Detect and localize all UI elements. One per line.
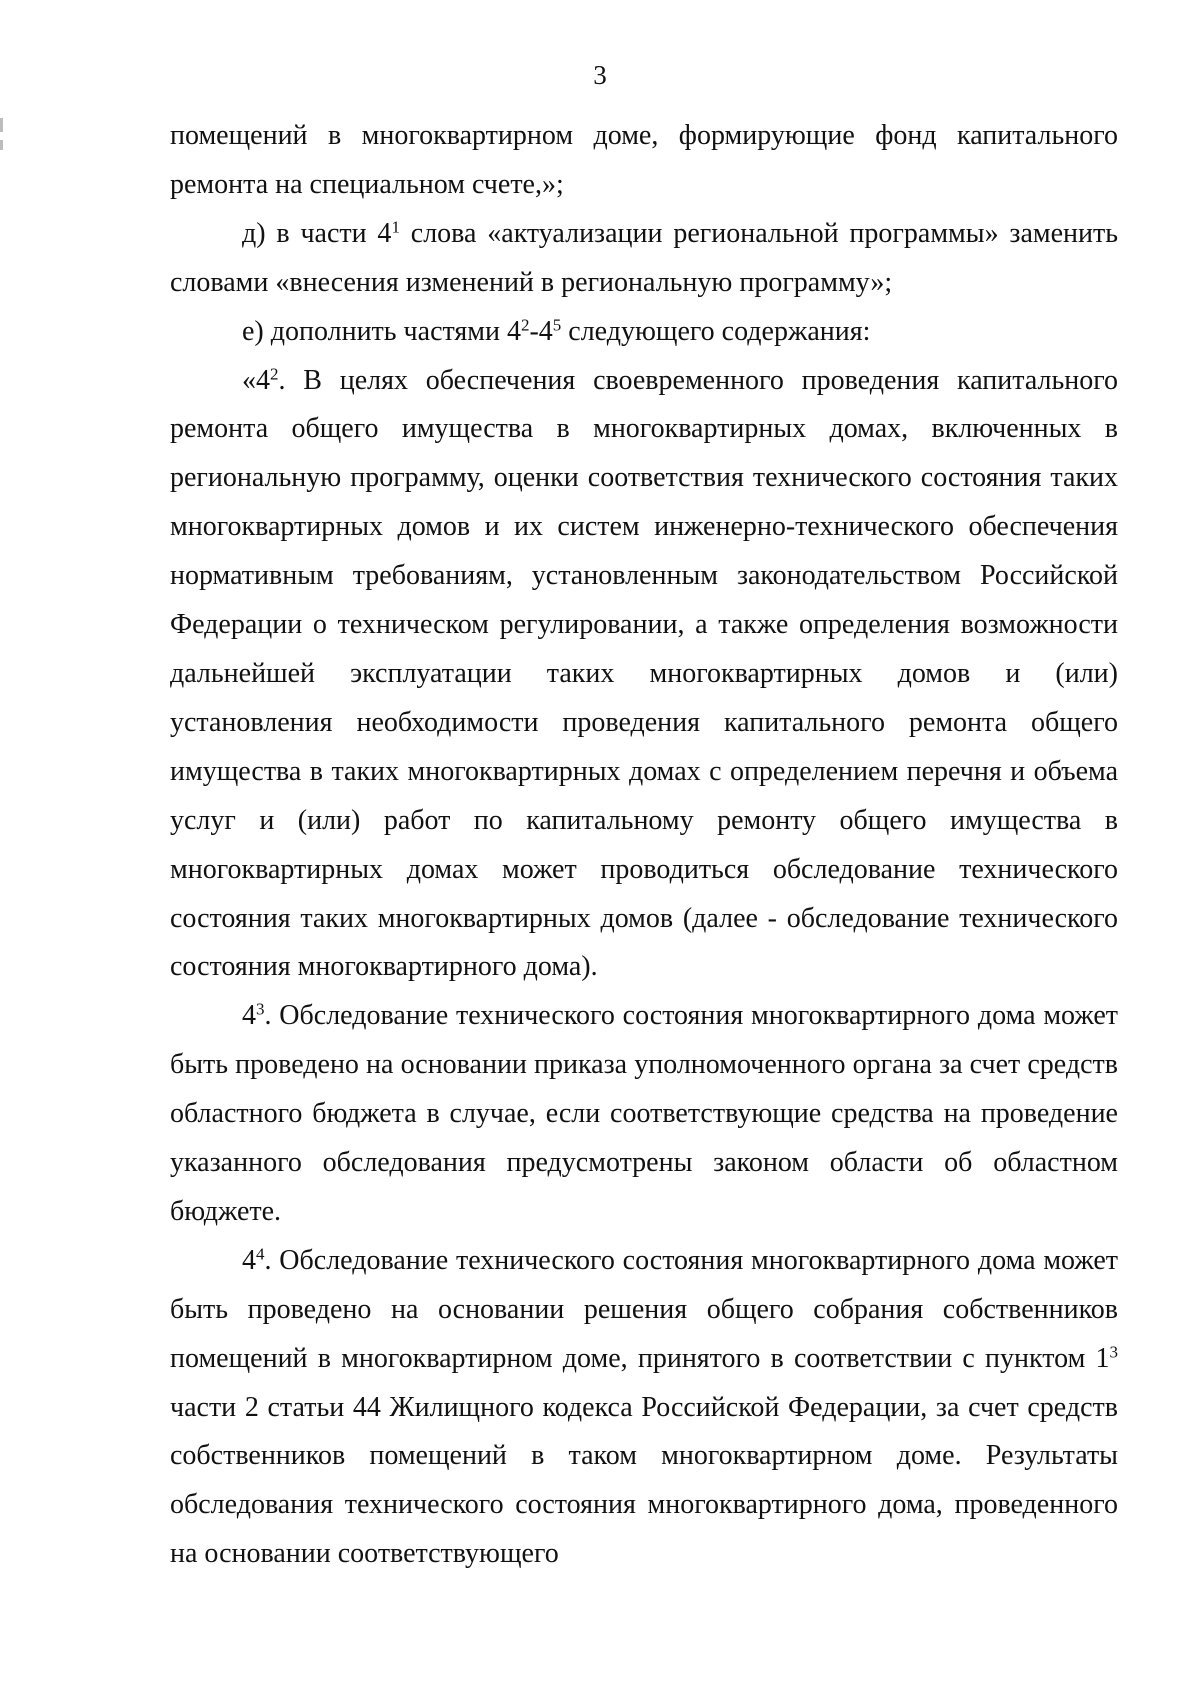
paragraph-p3: [170, 357, 1118, 993]
scan-edge-mark: [0, 140, 3, 150]
paragraph-p2: [170, 308, 1118, 357]
text-run: -4: [529, 315, 553, 347]
text-run: 4: [242, 1244, 256, 1276]
superscript: 1: [391, 217, 400, 237]
paragraph-p4: [170, 992, 1118, 1237]
document-body: [170, 112, 1118, 1579]
superscript: 2: [270, 364, 279, 384]
text-run: помещений в многоквартирном доме, формирующие фонд капитального ремонта на специальном счете,»;: [170, 120, 1118, 200]
paragraph-p5: [170, 1237, 1118, 1579]
text-run: . Обследование технического состояния многоквартирного дома может быть проведено на основании приказа уполномоченного органа за счет средств областного бюджета в случае, если соответствующие средства на проведение указанного обследования предусмотрены законом области об областном бюджете.: [170, 1000, 1118, 1227]
superscript: 2: [520, 315, 530, 335]
text-run: «4: [242, 364, 270, 396]
superscript: 5: [552, 315, 562, 335]
text-run: части 2 статьи 44 Жилищного кодекса Российской Федерации, за счет средств собственников помещений в таком многоквартирном доме. Результаты обследования технического состояния многоквартирного дома, проведенного на основании соответствующего: [170, 1391, 1118, 1570]
text-run: 4: [242, 1000, 256, 1032]
text-run: слова «актуализации региональной программы» заменить словами «внесения изменений в региональную программу»;: [170, 217, 1119, 298]
superscript: 4: [256, 1244, 265, 1264]
superscript: 3: [1109, 1342, 1118, 1362]
text-run: д) в части 4: [242, 217, 392, 249]
paragraph-p0: [170, 112, 1118, 210]
text-run: е) дополнить частями 4: [242, 315, 521, 347]
paragraph-p1: [170, 210, 1118, 308]
page-number: 3: [593, 60, 607, 90]
text-run: следующего содержания:: [561, 315, 871, 347]
scan-edge-mark: [0, 118, 3, 132]
superscript: 3: [256, 999, 265, 1019]
text-run: . В целях обеспечения своевременного проведения капитального ремонта общего имущества в многоквартирных домах, включенных в региональную программу, оценки соответствия технического состояния таких многоквартирных домов и их систем инженерно-технического обеспечения нормативным требованиям, установленным законодательством Российской Федерации о техническом регулировании, а также определения возможности дальнейшей эксплуатации таких многоквартирных домов и (или) установления необходимости проведения капитального ремонта общего имущества в таких многоквартирных домах с определением перечня и объема услуг и (или) работ по капитальному ремонту общего имущества в многоквартирных домах может проводиться обследование технического состояния таких многоквартирных домов (далее - обследование технического состояния многоквартирного дома).: [170, 364, 1118, 983]
text-run: . Обследование технического состояния многоквартирного дома может быть проведено на основании решения общего собрания собственников помещений в многоквартирном доме, принятого в соответствии с пунктом 1: [170, 1244, 1118, 1374]
